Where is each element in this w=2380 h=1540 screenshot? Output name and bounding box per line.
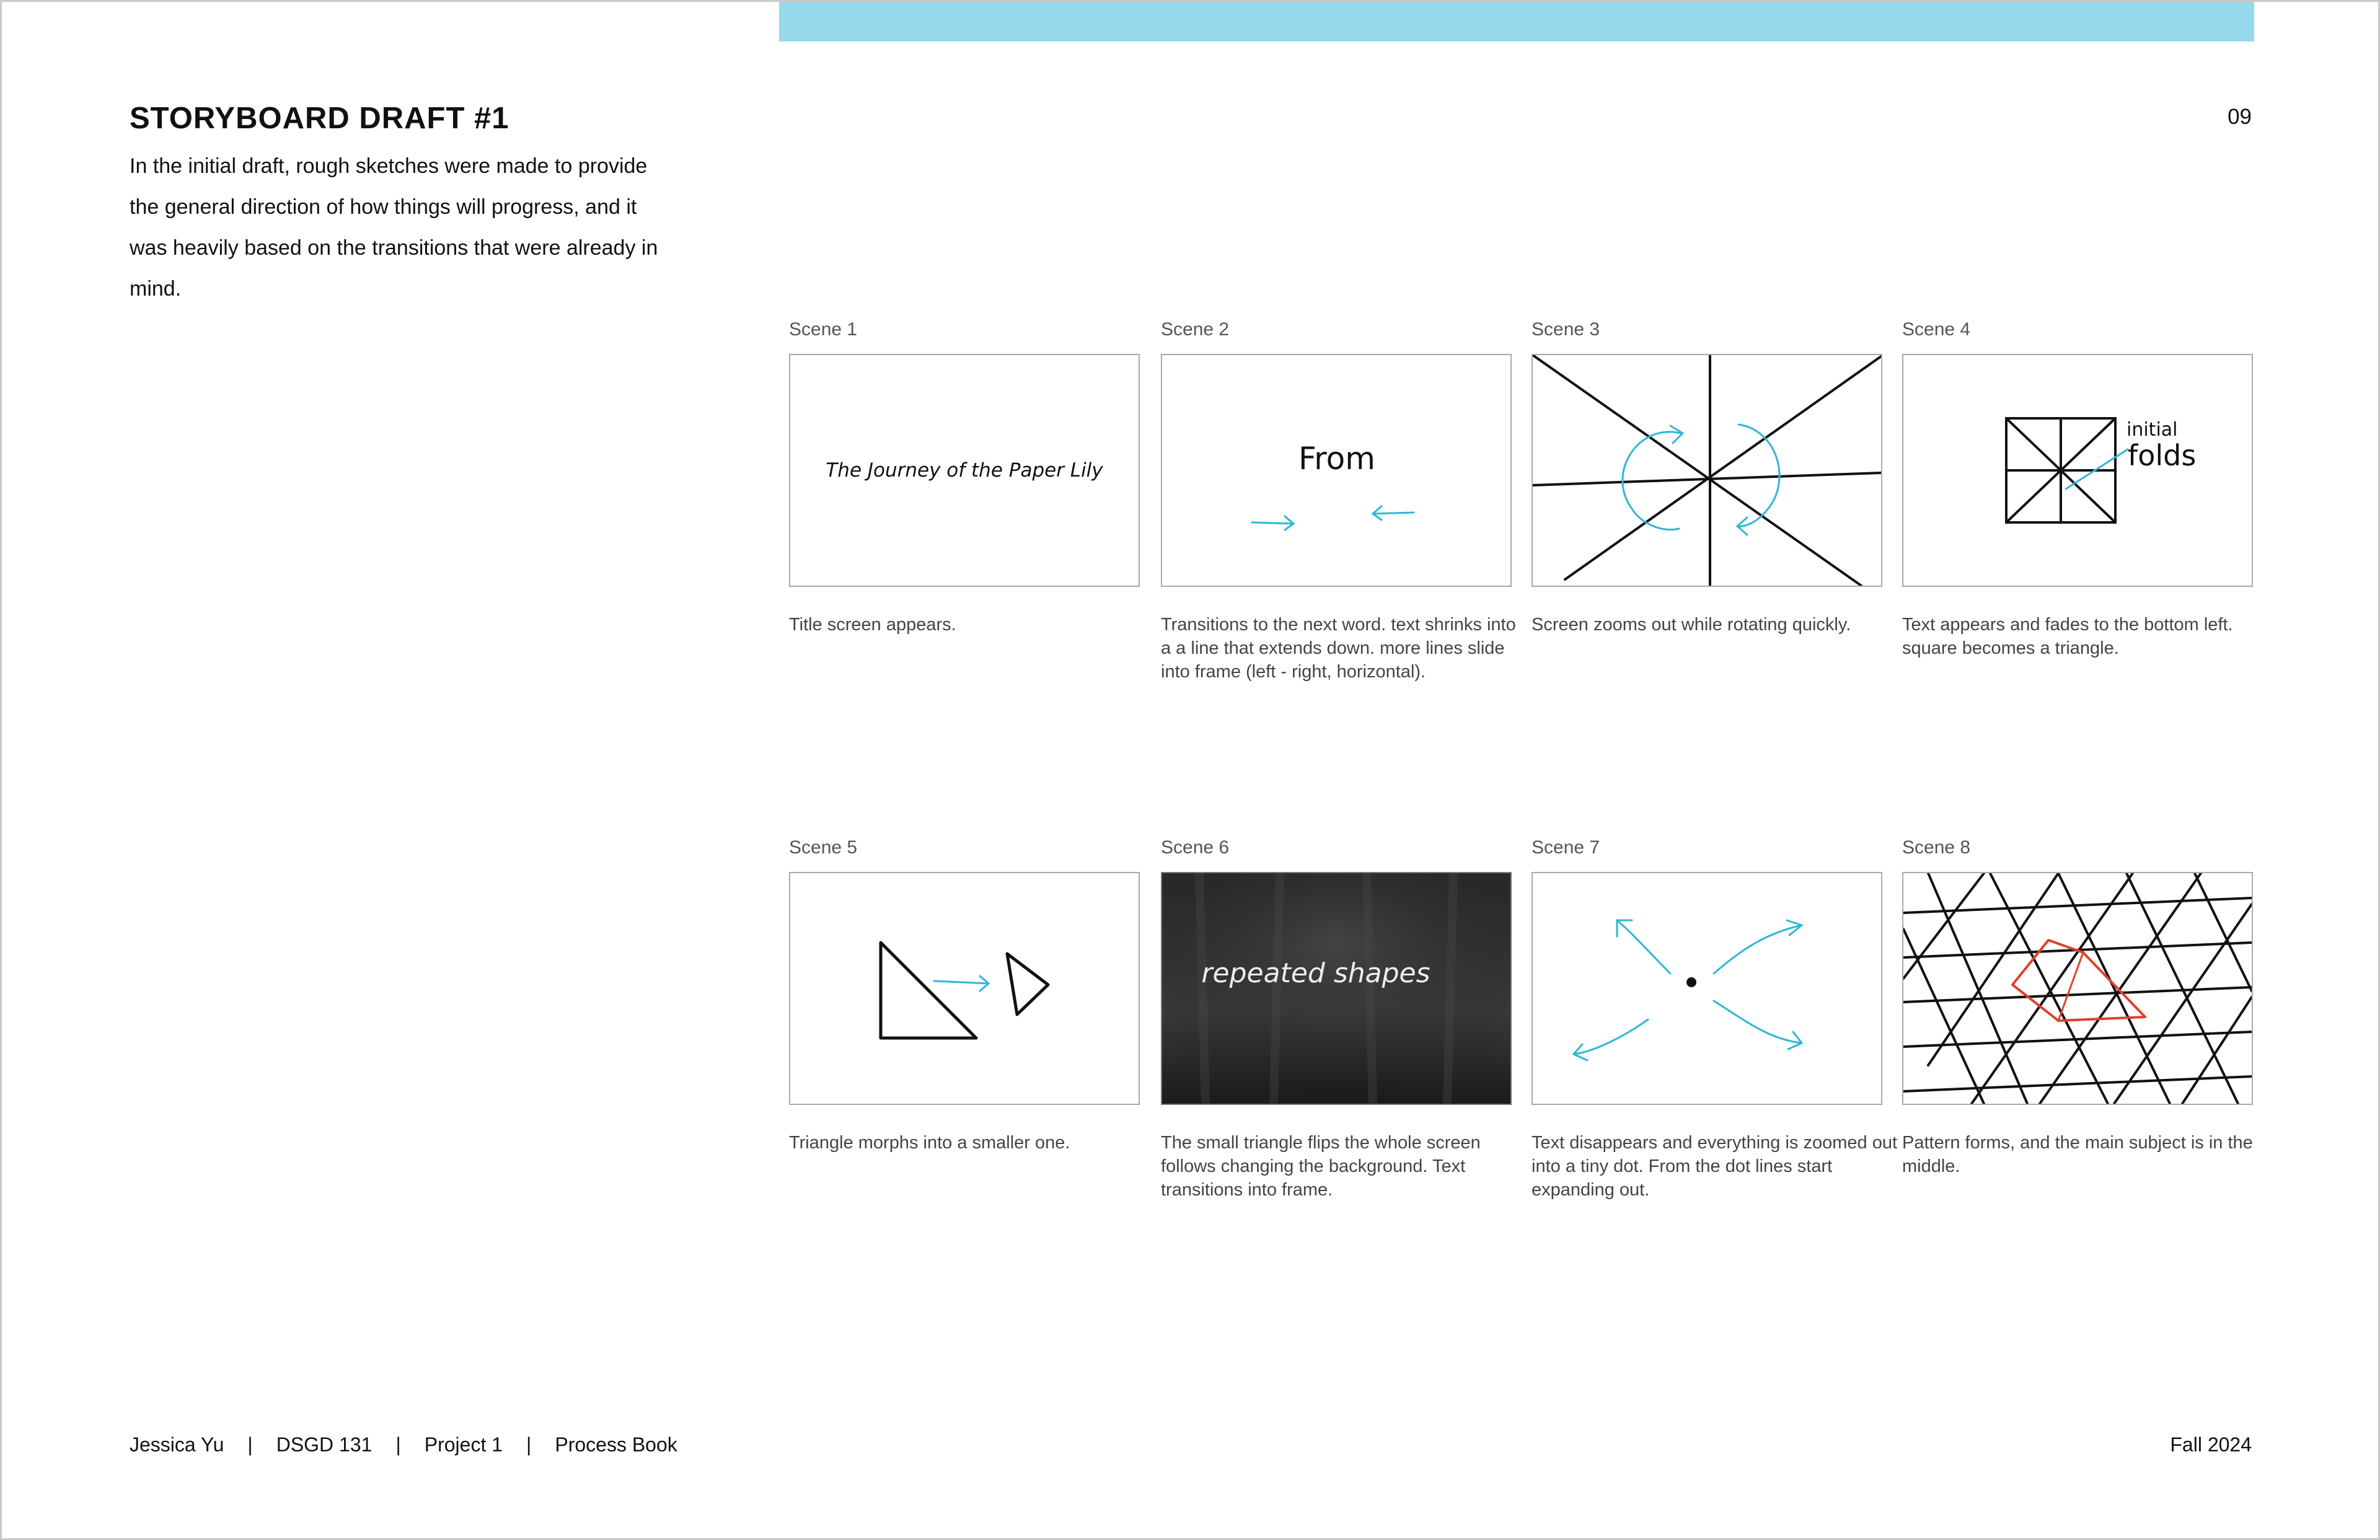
footer-course: DSGD 131 xyxy=(276,1433,372,1456)
scene-2-arrow-right xyxy=(1252,522,1294,524)
scene-1-sketch xyxy=(790,355,1139,586)
scene-7-caption: Text disappears and everything is zoomed out into a tiny dot. From the dot lines start expanding out. xyxy=(1532,1133,1898,1200)
intro-paragraph: In the initial draft, rough sketches were made to provide the general direction of how things will progress, and it was heavily based on the transitions that were already in mind. xyxy=(130,154,658,301)
scene-6-frame xyxy=(1161,872,1512,1105)
scene-4-sketch-word-2: folds xyxy=(2128,439,2197,472)
scene-3-sketch xyxy=(1533,355,1881,586)
scene-7-sketch xyxy=(1533,873,1881,1104)
top-accent-bar xyxy=(779,2,2254,42)
scene-8-frame xyxy=(1902,872,2253,1105)
footer-project: Project 1 xyxy=(424,1433,503,1456)
scene-6-sketch xyxy=(1162,873,1510,1104)
scene-7-dot xyxy=(1686,977,1696,987)
footer-doc: Process Book xyxy=(555,1433,677,1456)
scene-4-sketch-word-1: initial xyxy=(2127,419,2178,441)
scene-5-frame xyxy=(789,872,1140,1105)
scene-2-sketch xyxy=(1162,355,1510,586)
scene-3-caption: Screen zooms out while rotating quickly. xyxy=(1532,615,1851,635)
footer-term: Fall 2024 xyxy=(2170,1433,2252,1456)
scene-5-sketch xyxy=(790,873,1139,1104)
scene-3-frame xyxy=(1532,354,1882,587)
scene-4-sketch xyxy=(1903,355,2252,586)
scene-5-large-triangle xyxy=(881,943,976,1038)
footer-separator: | xyxy=(395,1433,401,1456)
scene-1-frame xyxy=(789,354,1140,587)
scene-2-caption: Transitions to the next word. text shrinks into a a line that extends down. more lines slide into frame (left - right, horizontal). xyxy=(1161,615,1516,682)
scene-6-caption: The small triangle flips the whole screen follows changing the background. Text transitions into frame. xyxy=(1161,1133,1481,1200)
page-number: 09 xyxy=(2228,105,2252,129)
scene-1-caption: Title screen appears. xyxy=(789,615,956,635)
scene-2-label: Scene 2 xyxy=(1161,319,1230,340)
scene-3-label: Scene 3 xyxy=(1532,319,1600,340)
scene-5-caption: Triangle morphs into a smaller one. xyxy=(789,1133,1070,1153)
scene-8-caption: Pattern forms, and the main subject is in the middle. xyxy=(1902,1133,2253,1176)
footer-separator: | xyxy=(526,1433,532,1456)
page-title: STORYBOARD DRAFT #1 xyxy=(130,102,509,135)
scene-8-label: Scene 8 xyxy=(1902,837,1971,858)
scene-2-frame xyxy=(1161,354,1512,587)
scene-7-label: Scene 7 xyxy=(1532,837,1600,858)
scene-5-label: Scene 5 xyxy=(789,837,858,858)
scene-1-title-sketch: The Journey of the Paper Lily xyxy=(826,459,1103,482)
scene-5-small-triangle xyxy=(1007,954,1048,1014)
scene-8-sketch xyxy=(1903,873,2252,1104)
scene-1-label: Scene 1 xyxy=(789,319,858,340)
footer-credits xyxy=(130,1433,677,1456)
scene-7-frame xyxy=(1532,872,1882,1105)
scene-2-arrow-left xyxy=(1373,513,1414,514)
footer-author: Jessica Yu xyxy=(130,1433,224,1456)
scene-4-caption: Text appears and fades to the bottom left. square becomes a triangle. xyxy=(1902,615,2233,658)
scene-4-label: Scene 4 xyxy=(1902,319,1971,340)
scene-6-label: Scene 6 xyxy=(1161,837,1230,858)
scene-4-frame xyxy=(1902,354,2253,587)
footer-separator: | xyxy=(247,1433,253,1456)
scene-2-word-sketch: From xyxy=(1298,441,1375,477)
scene-6-chalk-text: repeated shapes xyxy=(1201,957,1430,989)
